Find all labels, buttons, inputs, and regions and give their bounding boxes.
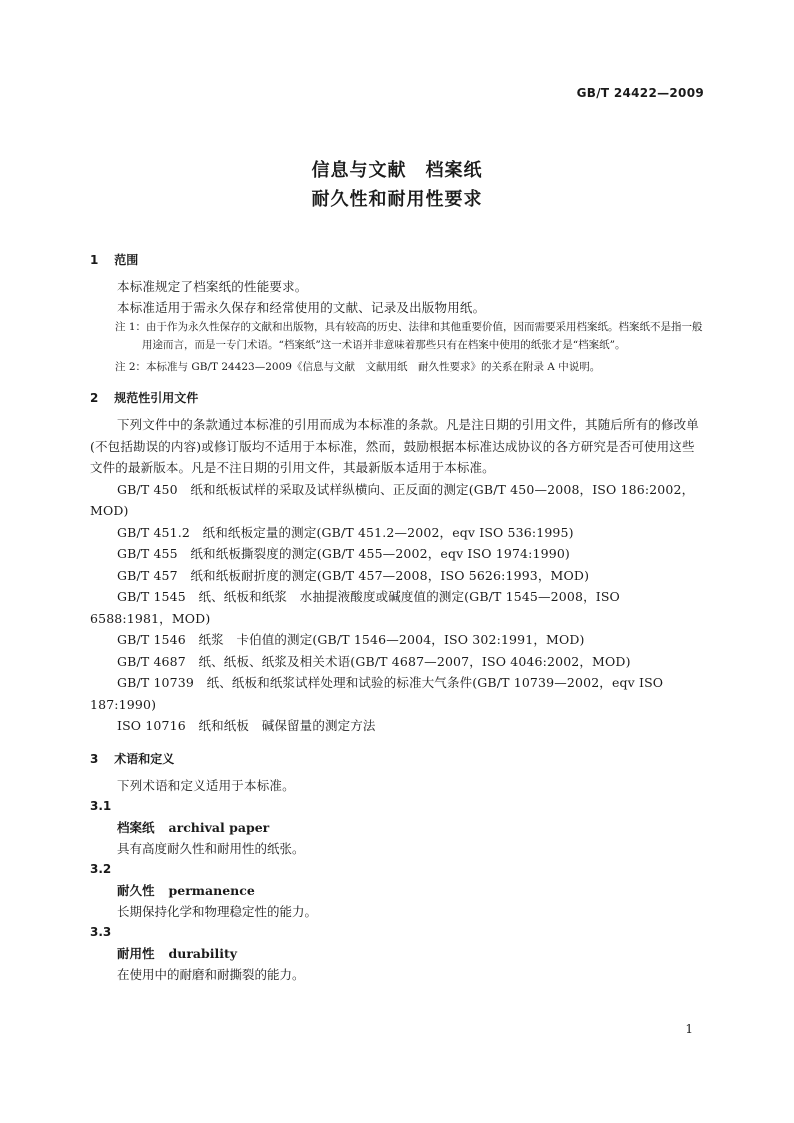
- section-heading-scope: [90, 250, 704, 270]
- page-number: 1: [685, 1022, 693, 1036]
- section-heading-normative-references: [90, 388, 704, 408]
- term-entry: [90, 880, 704, 901]
- term-zh: 档案纸: [117, 819, 155, 835]
- reference-item: ISO 10716 纸和纸板 碱保留量的测定方法: [117, 718, 376, 733]
- term-definition: 在使用中的耐磨和耐撕裂的能力。: [117, 966, 305, 982]
- note: 注 1：由于作为永久性保存的文献和出版物，具有较高的历史、法律和其他重要价值，因而需要采用档案纸。档案纸不是指一般用途而言，而是一专门术语。“档案纸”这一术语并非意味着那些只有在档案中使用的纸张才是“档案纸”。: [115, 321, 703, 351]
- reference-item: GB/T 4687 纸、纸板、纸浆及相关术语(GB/T 4687—2007，ISO 4046:2002，MOD): [117, 653, 631, 669]
- section-number: 2: [90, 391, 99, 405]
- term-en: archival paper: [168, 819, 270, 835]
- term-en: durability: [168, 945, 238, 961]
- reference-item: GB/T 10739 纸、纸板和纸浆试样处理和试验的标准大气条件(GB/T 10739—2002，eqv ISO 187:1990): [90, 675, 664, 712]
- reference-item: GB/T 1546 纸浆 卡伯值的测定(GB/T 1546—2004，ISO 302:1991，MOD): [117, 632, 585, 647]
- document-body: [90, 250, 704, 985]
- term-definition: 长期保持化学和物理稳定性的能力。: [117, 903, 318, 919]
- reference-item: GB/T 455 纸和纸板撕裂度的测定(GB/T 455—2002，eqv ISO 1974:1990): [117, 546, 570, 561]
- reference-item: GB/T 451.2 纸和纸板定量的测定(GB/T 451.2—2002，eqv ISO 536:1995): [117, 524, 574, 540]
- term-definition: 具有高度耐久性和耐用性的纸张。: [117, 840, 305, 856]
- document-title-line-2: 耐久性和耐用性要求: [311, 189, 483, 210]
- term-en: permanence: [168, 882, 255, 898]
- section-number: 3: [90, 751, 99, 766]
- standard-number: GB/T 24422—2009: [576, 86, 704, 100]
- section-title: 术语和定义: [114, 751, 175, 766]
- reference-item: GB/T 1545 纸、纸板和纸浆 水抽提液酸度或碱度值的测定(GB/T 1545—2008，ISO 6588:1981，MOD): [90, 589, 620, 626]
- term-entry: [90, 817, 704, 838]
- term-number: 3.2: [90, 861, 112, 876]
- reference-item: GB/T 457 纸和纸板耐折度的测定(GB/T 457—2008，ISO 5626:1993，MOD): [117, 567, 590, 583]
- section-title: 范围: [114, 253, 139, 267]
- note: 注 2：本标准与 GB/T 24423—2009《信息与文献 文献用纸 耐久性要求》的关系在附录 A 中说明。: [115, 361, 601, 373]
- term-number: 3.1: [90, 798, 112, 813]
- section-heading-terms-and-definitions: [90, 749, 704, 769]
- paragraph: 下列文件中的条款通过本标准的引用而成为本标准的条款。凡是注日期的引用文件，其随后所有的修改单(不包括勘误的内容)或修订版均不适用于本标准，然而，鼓励根据本标准达成协议的各方研究是否可使用这些文件的最新版本。凡是不注日期的引用文件，其最新版本适用于本标准。: [90, 417, 699, 475]
- section-number: 1: [90, 253, 99, 267]
- term-number: 3.3: [90, 924, 112, 939]
- paragraph: 本标准适用于需永久保存和经常使用的文献、记录及出版物用纸。: [117, 300, 486, 315]
- term-zh: 耐久性: [117, 882, 155, 898]
- section-title: 规范性引用文件: [114, 391, 199, 405]
- document-title-line-1: 信息与文献 档案纸: [311, 160, 483, 181]
- term-entry: [90, 943, 704, 964]
- paragraph: 下列术语和定义适用于本标准。: [117, 777, 295, 793]
- paragraph: 本标准规定了档案纸的性能要求。: [117, 279, 308, 294]
- reference-item: GB/T 450 纸和纸板试样的采取及试样纵横向、正反面的测定(GB/T 450—2008，ISO 186:2002，MOD): [90, 481, 695, 518]
- term-zh: 耐用性: [117, 945, 155, 961]
